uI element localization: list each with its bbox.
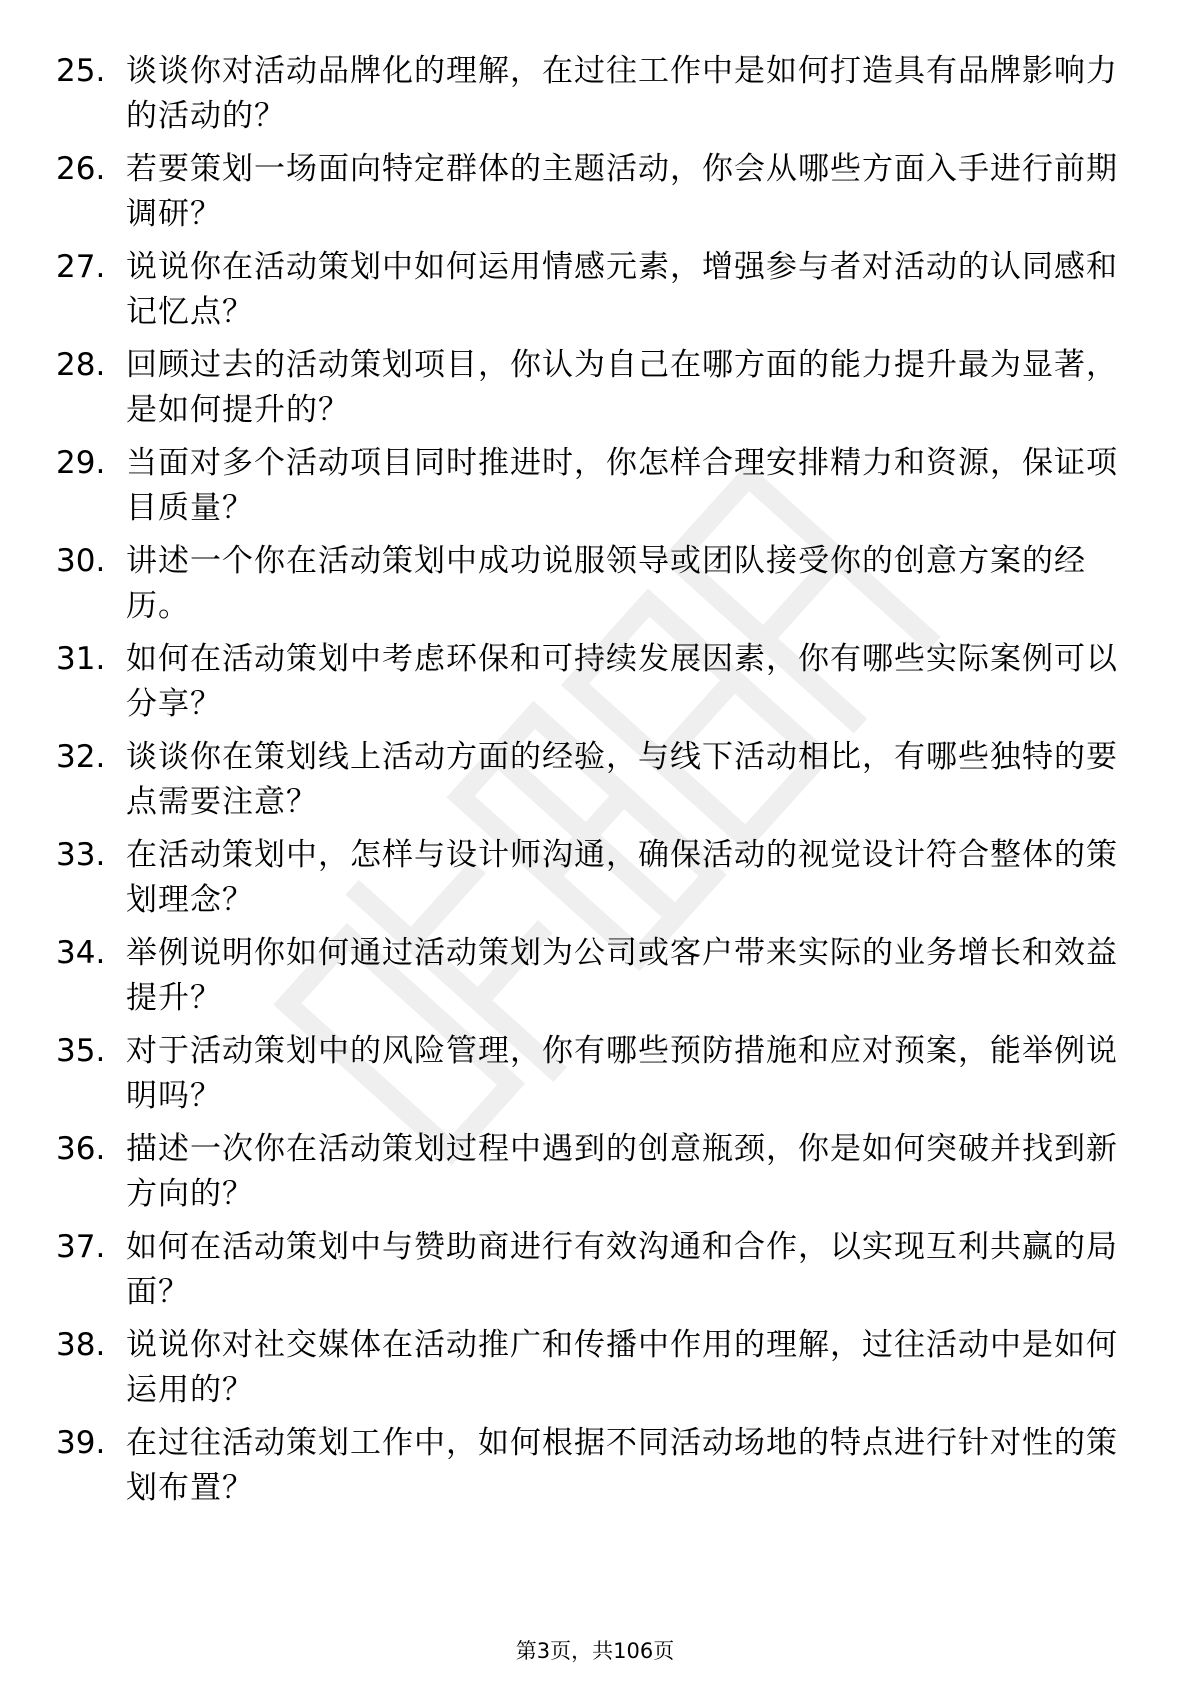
question-text: 在过往活动策划工作中，如何根据不同活动场地的特点进行针对性的策划布置？ [126, 1425, 1118, 1506]
question-text: 如何在活动策划中与赞助商进行有效沟通和合作，以实现互利共赢的局面？ [126, 1229, 1118, 1310]
question-item [56, 637, 1136, 735]
question-item [56, 343, 1136, 441]
question-number: 28. [56, 347, 106, 383]
question-item [56, 147, 1136, 245]
question-item [56, 539, 1136, 637]
question-number: 34. [56, 935, 106, 971]
question-text: 回顾过去的活动策划项目，你认为自己在哪方面的能力提升最为显著，是如何提升的？ [126, 347, 1118, 428]
question-text: 讲述一个你在活动策划中成功说服领导或团队接受你的创意方案的经历。 [126, 543, 1086, 624]
question-number: 33. [56, 837, 106, 873]
question-number: 37. [56, 1229, 106, 1265]
question-text: 说说你在活动策划中如何运用情感元素，增强参与者对活动的认同感和记忆点？ [126, 249, 1118, 330]
question-text: 谈谈你在策划线上活动方面的经验，与线下活动相比，有哪些独特的要点需要注意？ [126, 739, 1118, 820]
question-number: 25. [56, 53, 106, 89]
question-text: 在活动策划中，怎样与设计师沟通，确保活动的视觉设计符合整体的策划理念？ [126, 837, 1118, 918]
question-number: 38. [56, 1327, 106, 1363]
question-text: 描述一次你在活动策划过程中遇到的创意瓶颈，你是如何突破并找到新方向的？ [126, 1131, 1118, 1212]
question-number: 26. [56, 151, 106, 187]
question-text: 当面对多个活动项目同时推进时，你怎样合理安排精力和资源，保证项目质量？ [126, 445, 1118, 526]
question-number: 30. [56, 543, 106, 579]
question-number: 39. [56, 1425, 106, 1461]
question-number: 29. [56, 445, 106, 481]
question-item [56, 1127, 1136, 1225]
question-item [56, 49, 1136, 147]
page-number-label: 第3页，共106页 [515, 1639, 675, 1663]
question-list [56, 49, 1136, 1519]
question-text: 举例说明你如何通过活动策划为公司或客户带来实际的业务增长和效益提升？ [126, 935, 1118, 1016]
question-item [56, 1225, 1136, 1323]
question-item [56, 833, 1136, 931]
question-text: 如何在活动策划中考虑环保和可持续发展因素，你有哪些实际案例可以分享？ [126, 641, 1118, 722]
question-item [56, 1323, 1136, 1421]
question-number: 31. [56, 641, 106, 677]
question-number: 32. [56, 739, 106, 775]
question-item [56, 245, 1136, 343]
page-footer [0, 1637, 1190, 1665]
question-item [56, 931, 1136, 1029]
question-number: 36. [56, 1131, 106, 1167]
question-item [56, 1421, 1136, 1519]
question-number: 27. [56, 249, 106, 285]
question-number: 35. [56, 1033, 106, 1069]
question-item [56, 735, 1136, 833]
question-text: 对于活动策划中的风险管理，你有哪些预防措施和应对预案，能举例说明吗？ [126, 1033, 1118, 1114]
question-text: 说说你对社交媒体在活动推广和传播中作用的理解，过往活动中是如何运用的？ [126, 1327, 1118, 1408]
question-item [56, 1029, 1136, 1127]
question-text: 若要策划一场面向特定群体的主题活动，你会从哪些方面入手进行前期调研？ [126, 151, 1118, 232]
question-text: 谈谈你对活动品牌化的理解，在过往工作中是如何打造具有品牌影响力的活动的？ [126, 53, 1118, 134]
question-item [56, 441, 1136, 539]
